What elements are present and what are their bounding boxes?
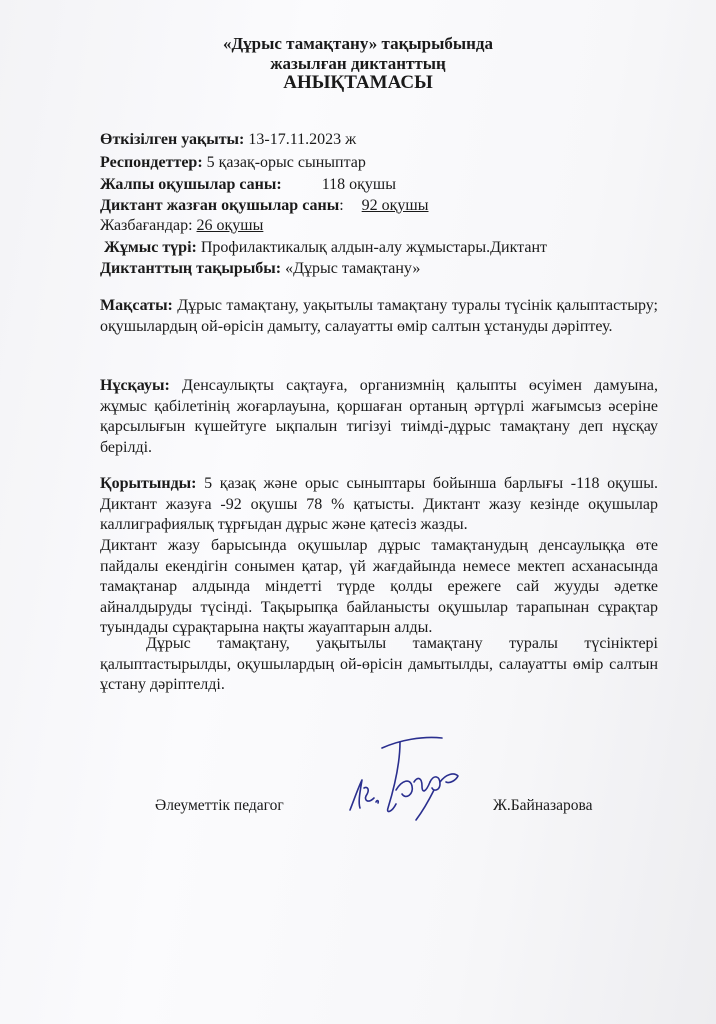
wrote-colon: : [339,197,344,214]
topic-label: Диктанттың тақырыбы: [100,260,282,277]
topic-value: «Дұрыс тамақтану» [281,260,421,277]
conclusion-label: Қорытынды: [100,475,197,492]
wrote-students-label: Диктант жазған оқушылар саны [100,197,340,214]
signer-name: Ж.Байназарова [493,797,593,814]
conclusion-text-2: Диктант жазу барысында оқушылар дұрыс тамақтанудың денсаулыққа өте пайдалы екендігін сонымен қатар, үй жағдайында немесе мектеп асханасында тамақтанар алдында міндетті түрде қолды ережеге сай жууды әдетке айналдыруды түсінді. Тақырыпқа байланысты оқушылар тарапынан сұрақтар туындады сұрақтарына нақты жауаптарын алды. [100,537,658,637]
work-type-label: Жұмыс түрі: [104,239,197,256]
total-students-line [100,175,396,195]
date-line [100,130,356,150]
work-type-value: Профилактикалық алдын-алу жұмыстары.Диктант [196,239,547,256]
conclusion-paragraph-3 [100,634,658,696]
conclusion-paragraph [100,474,658,536]
signer-role: Әлеуметтік педагог [155,797,284,814]
absent-line [100,216,263,236]
topic-line [100,259,420,279]
goal-label: Мақсаты: [100,297,173,314]
wrote-students-line [100,196,429,216]
date-label: Өткізілген уақыты: [100,131,245,148]
title-line-1: «Дұрыс тамақтану» тақырыбында [222,34,494,53]
respondents-value: 5 қазақ-орыс сыныптар [202,154,366,171]
instruction-paragraph [100,376,658,458]
conclusion-text-1: 5 қазақ және орыс сыныптары бойынша барлығы -118 оқушы. Диктант жазуға -92 оқушы 78 % қатысты. Диктант жазу кезінде оқушылар каллиграфиялық тұрғыдан дұрыс және қатесіз жазды. [100,475,658,534]
absent-label: Жазбағандар: [100,217,197,234]
instruction-text: Денсаулықты сақтауға, организмнің қалыпты өсуімен дамуына, жұмыс қабілетінің жоғарлауына, қоршаған ортаның әртүрлі жағымсыз әсеріне қарсылығын күшейтуге ықпалын тигізуі тиімді-дұрыс тамақтану деп нұсқау берілді. [100,377,658,456]
goal-text: Дұрыс тамақтану, уақытылы тамақтану туралы түсінік қалыптастыру; оқушылардың ой-өрісін дамыту, салауатты өмір салтын ұстануды дәріптеу. [100,297,658,335]
document-title: АНЫҚТАМАСЫ [283,72,433,93]
handwritten-signature [330,730,490,825]
wrote-students-value: 92 оқушы [361,197,429,214]
work-type-line [104,238,547,258]
absent-value: 26 оқушы [196,217,264,234]
instruction-label: Нұсқауы: [100,377,170,394]
goal-paragraph [100,296,658,337]
conclusion-paragraph-2 [100,536,658,639]
date-value: 13-17.11.2023 ж [244,131,357,148]
respondents-label: Респондеттер: [100,154,203,171]
title-line-2: жазылған диктанттың [270,54,446,73]
total-students-value: 118 оқушы [321,176,396,193]
total-students-label: Жалпы оқушылар саны: [100,176,282,193]
conclusion-text-3: Дұрыс тамақтану, уақытылы тамақтану туралы түсініктері қалыптастырылды, оқушылардың ой-өрісін дамытылды, салауатты өмір салтын ұстану дәріптелді. [100,635,658,694]
respondents-line [100,153,366,173]
